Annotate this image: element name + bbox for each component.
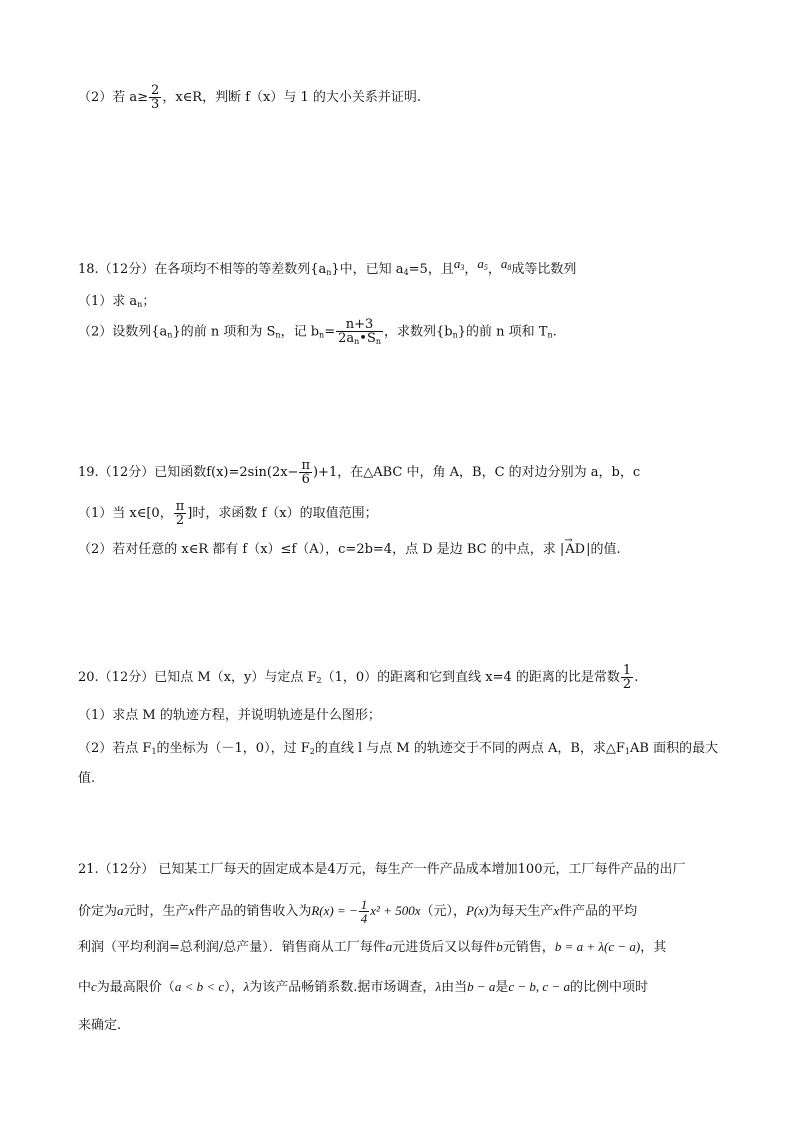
sub: n — [354, 337, 360, 346]
text: （1）求 a — [78, 294, 138, 309]
text: 由当 — [441, 980, 468, 995]
sub: 2 — [309, 747, 315, 756]
sub: n — [326, 268, 332, 277]
var: a — [117, 903, 124, 918]
text: （2）若点 F — [78, 741, 152, 756]
text: 中 — [78, 980, 92, 995]
formula: b = a + λ(c − a) — [554, 939, 641, 954]
text: （2）设数列{a — [78, 324, 168, 340]
frac-num: π — [175, 499, 185, 514]
fraction-bn — [336, 318, 383, 346]
sub: 8 — [507, 263, 512, 272]
text: （1）求点 M 的轨迹方程，并说明轨迹是什么图形； — [78, 708, 381, 723]
problem-21-line-3 — [78, 937, 666, 958]
frac-den: 2 — [175, 513, 185, 528]
sub: 2 — [316, 676, 322, 685]
text: （1，0）的距离和它到直线 x=4 的距离的比是常数 — [321, 670, 620, 685]
text: （元）， — [420, 904, 466, 919]
frac-num: 2 — [151, 83, 160, 98]
text: |的值. — [586, 542, 621, 557]
num: 100 — [517, 862, 543, 877]
text: ，记 b — [280, 324, 320, 340]
problem-21-line-1 — [78, 860, 686, 880]
frac-den: 2 — [622, 677, 632, 692]
text: ； — [142, 294, 156, 309]
var: x — [553, 903, 560, 918]
frac-num: n+3 — [336, 318, 383, 332]
text: （1）当 x∈[0， — [78, 506, 173, 521]
num: 4 — [327, 862, 336, 877]
func-text: )+1 — [312, 465, 338, 480]
frac-num: π — [301, 458, 310, 473]
fraction-one-quarter — [359, 898, 370, 925]
frac-den: 6 — [301, 472, 310, 487]
text: }的前 n 项和 T — [457, 324, 548, 340]
text: ，求数列{b — [384, 324, 453, 340]
problem-19-part-2 — [78, 540, 621, 560]
problem-20-part-2-cont — [78, 769, 95, 789]
text: 价定为 — [78, 904, 118, 919]
problem-20-part-1 — [78, 706, 381, 726]
var: x — [188, 903, 195, 918]
text: }的前 n 项和为 S — [172, 324, 276, 340]
term-a3 — [454, 256, 465, 271]
fraction-pi-6 — [299, 459, 312, 486]
term-a8 — [501, 256, 512, 271]
text: （2）若 a≥ — [78, 90, 149, 105]
var: a — [385, 939, 393, 954]
sub: n — [137, 300, 143, 309]
sub: 3 — [460, 263, 465, 272]
text: 件产品的平均 — [559, 904, 638, 919]
text: 元，工厂每件产品的出厂 — [542, 862, 686, 877]
sub: 4 — [403, 268, 409, 277]
text: 21.（12分） 已知某工厂每天的固定成本是 — [78, 862, 328, 877]
var: b — [496, 939, 503, 954]
sub: 5 — [483, 263, 488, 272]
text: 成等比数列 — [511, 262, 577, 277]
sub: n — [452, 330, 458, 340]
fraction-pi-2 — [174, 500, 187, 527]
vector-ad: → AD — [564, 540, 586, 560]
text: ，在△ABC 中，角 A，B，C 的对边分别为 a，b，c — [337, 465, 641, 480]
fraction-two-thirds — [149, 84, 161, 111]
problem-18-part-1 — [78, 292, 155, 315]
text: 的比例中项时 — [569, 980, 648, 995]
sub: n — [319, 330, 325, 340]
func-text: f(x)=2sin(2x− — [206, 465, 299, 480]
sub: 1 — [151, 747, 157, 756]
text: ，其 — [640, 940, 667, 955]
frac-num: 1 — [622, 663, 632, 678]
text: 元时，生产 — [123, 904, 189, 919]
sub: 1 — [624, 747, 631, 756]
sub: n — [167, 330, 173, 340]
text: 值. — [78, 771, 96, 786]
sub: n — [547, 330, 553, 340]
text: ]时，求函数 f（x）的取值范围； — [187, 506, 378, 521]
text: . — [634, 670, 639, 685]
var: λ — [243, 979, 250, 994]
text: 为最高限价（ — [96, 980, 175, 995]
frac-den: 4 — [360, 911, 368, 926]
frac-num: 1 — [360, 897, 368, 912]
var: a — [453, 256, 461, 271]
formula: x² + 500x — [370, 903, 421, 918]
text: 是 — [495, 980, 509, 995]
formula: b − a — [467, 979, 496, 994]
text: 元进货后又以每件 — [392, 940, 497, 955]
text: 为每天生产 — [488, 904, 554, 919]
formula: c − b, c − a — [508, 979, 570, 994]
problem-21-line-2 — [78, 898, 637, 925]
formula: R(x) = − — [311, 903, 358, 918]
text: 18.（12分）在各项均不相等的等差数列{a — [78, 262, 327, 277]
text: •S — [359, 331, 376, 346]
text: 的坐标为（－1，0），过 F — [156, 741, 310, 756]
text: 20.（12分）已知点 M（x，y）与定点 F — [78, 670, 317, 685]
text: ，x∈R，判断 f（x）与 1 的大小关系并证明. — [162, 90, 422, 105]
var: a — [477, 256, 484, 271]
text: ）， — [224, 980, 244, 995]
problem-19-part-1 — [78, 500, 378, 527]
term-a5 — [477, 256, 488, 271]
text: 19.（12分）已知函数 — [78, 465, 207, 480]
sub: n — [275, 330, 281, 340]
problem-20-part-2 — [78, 739, 718, 762]
problem-20-heading — [78, 664, 638, 691]
var: a — [500, 256, 508, 271]
problem-21-line-5 — [78, 1016, 121, 1036]
text: }中，已知 a — [331, 262, 404, 277]
text: AB 面积的最大 — [630, 741, 719, 756]
problem-17-part-2 — [78, 84, 421, 111]
problem-18-heading: 18.（12分）在各项均不相等的等差数列$\{a_n\}$中，已知 $a_4=5$，且$a_3$，$a_5$，$a_8$成等比数列 — [78, 256, 577, 277]
problem-19-heading — [78, 459, 640, 486]
text: 的直线 l 与点 M 的轨迹交于不同的两点 A，B，求△F — [314, 741, 625, 756]
text: 件产品的销售收入为 — [194, 904, 312, 919]
var: c — [91, 979, 97, 994]
text: 元销售， — [502, 940, 555, 955]
var: λ — [435, 979, 442, 994]
text: 2a — [338, 331, 355, 346]
text: 为该产品畅销系数.据市场调查， — [249, 980, 436, 995]
sub: n — [375, 337, 382, 346]
text: 来确定. — [78, 1018, 122, 1033]
text: 利润（平均利润=总利润/总产量）．销售商从工厂每件 — [78, 940, 386, 955]
problem-18-part-2 — [78, 318, 557, 346]
text: （2）若对任意的 x∈R 都有 f（x）≤f（A），c=2b=4，点 D 是边 BC 的中点，求 | — [78, 542, 565, 557]
frac-den: 3 — [151, 97, 160, 112]
text: . — [552, 324, 557, 340]
formula: a < b < c — [174, 979, 225, 994]
text: =5，且 — [408, 262, 454, 277]
formula: P(x) — [465, 903, 489, 918]
text: 万元，每生产一件产品成本增加 — [335, 862, 518, 877]
text: = — [324, 324, 336, 340]
fraction-one-half — [621, 664, 633, 691]
problem-21-line-4 — [78, 977, 648, 998]
frac-den — [336, 332, 383, 346]
